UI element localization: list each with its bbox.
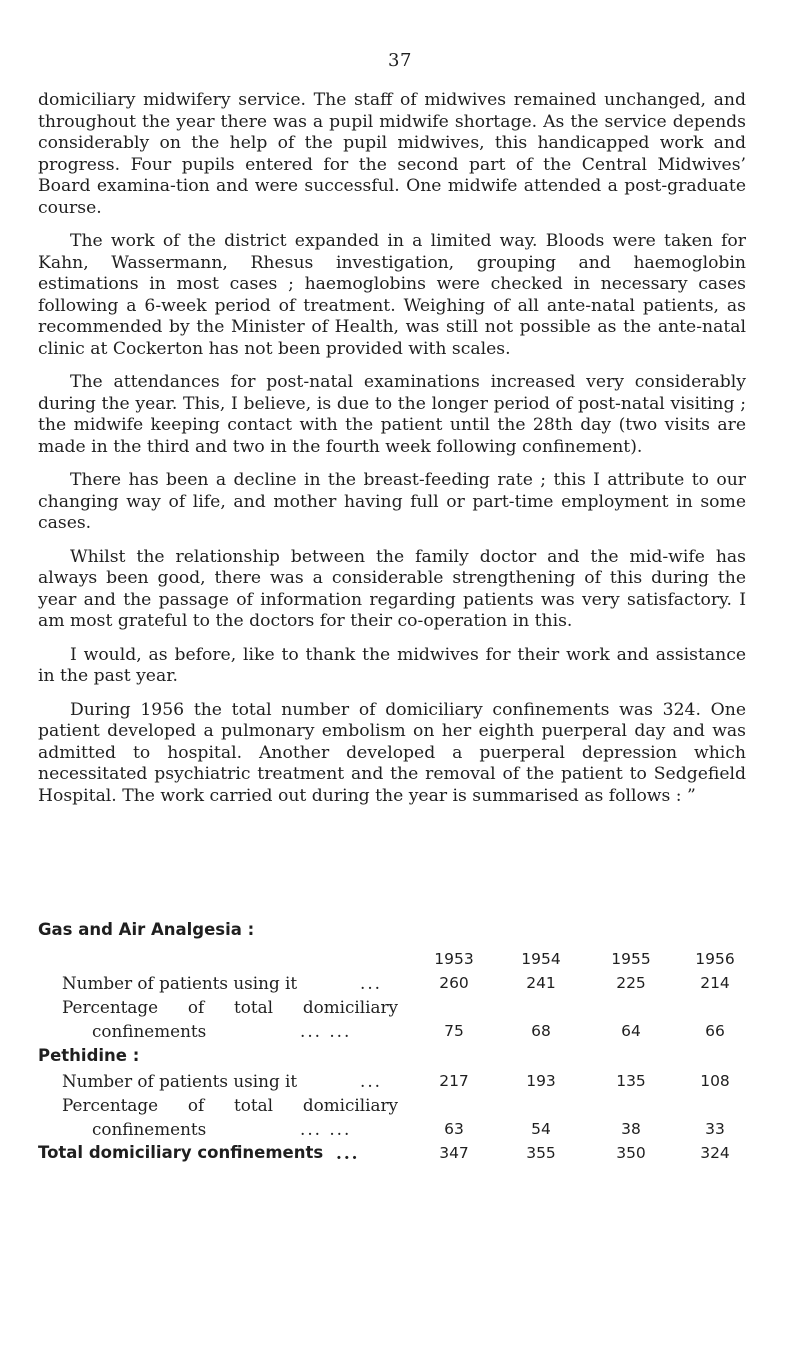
- table-cell: 214: [700, 974, 730, 992]
- leader-dots: ... ...: [300, 1119, 352, 1139]
- gas-pct-label-line2: confinements: [92, 1021, 207, 1041]
- paragraph-breast-feeding: There has been a decline in the breast-feeding rate ; this I attribute to our changing way of life, and mother having full or part-time employment in some cases.: [38, 470, 746, 533]
- pethidine-heading-row: [38, 1043, 746, 1069]
- table-cell: 355: [526, 1144, 556, 1162]
- page-number: 37: [388, 50, 412, 71]
- table-cell: 260: [439, 974, 469, 992]
- table-cell: 225: [616, 974, 646, 992]
- table-cell: 347: [439, 1144, 469, 1162]
- table-cell: 38: [621, 1120, 641, 1138]
- table-cell: 66: [705, 1022, 725, 1040]
- paragraph-district-work: The work of the district expanded in a limited way. Bloods were taken for Kahn, Wassermann, Rhesus investigation, grouping and haemoglobin estimations in most cases ; haemoglobins were checked in necessary cases following a 6-week period of treatment. Weighing of all ante-natal patients, as recommended by the Minister of Health, was still not possible as the ante-natal clinic at Cockerton has not been provided with scales.: [38, 231, 746, 359]
- table-cell: 54: [531, 1120, 551, 1138]
- label-word: of: [187, 997, 205, 1017]
- table-cell: 193: [526, 1072, 556, 1090]
- leader-dots: ...: [336, 1143, 360, 1163]
- leader-dots: ... ...: [300, 1021, 352, 1041]
- table-cell: 68: [531, 1022, 551, 1040]
- total-confinements-label: Total domiciliary confinements: [38, 1143, 324, 1162]
- paragraph-confinements-1956: During 1956 the total number of domiciliary confinements was 324. One patient developed a pulmonary embolism on her eighth puerperal day and was admitted to hospital. Another developed a puerperal depression which necessitated psychiatric treatment and the removal of the patient to Sedgefield Hospital. The work carried out during the year is summarised as follows : ”: [38, 699, 746, 806]
- pethidine-pct-label-row: [38, 1093, 746, 1117]
- table-cell: 108: [700, 1072, 730, 1090]
- table-cell: 64: [621, 1022, 641, 1040]
- year-header: 1953: [434, 950, 474, 968]
- paragraph-post-natal: The attendances for post-natal examinations increased very considerably during the year. This, I believe, is due to the longer period of post-natal visiting ; the midwife keeping contact with the patient until the 28th day (two visits are made in the third and two in the fourth week following confinement).: [38, 372, 746, 457]
- label-word: Percentage: [62, 997, 159, 1017]
- gas-patients-row: [38, 971, 746, 995]
- gas-pct-label-row: [38, 995, 746, 1019]
- gas-air-heading: Gas and Air Analgesia :: [38, 920, 255, 939]
- pethidine-pct-label-line1: [62, 1093, 398, 1117]
- label-word: total: [234, 1095, 274, 1115]
- pethidine-pct-row: [38, 1117, 746, 1141]
- paragraph-thanks: I would, as before, like to thank the midwives for their work and assistance in the past year.: [38, 644, 746, 686]
- year-header-row: [38, 947, 746, 971]
- gas-pct-row: [38, 1019, 746, 1043]
- pethidine-patients-row: [38, 1069, 746, 1093]
- year-header: 1954: [521, 950, 561, 968]
- paragraph-family-doctor: Whilst the relationship between the family doctor and the mid-wife has always been good, there was a considerable strengthening of this during the year and the passage of information regarding patients was very satisfactory. I am most grateful to the doctors for their co-operation in this.: [38, 546, 746, 631]
- label-word: Percentage: [62, 1095, 159, 1115]
- table-cell: 75: [444, 1022, 464, 1040]
- pethidine-heading: Pethidine :: [38, 1046, 140, 1065]
- table-cell: 33: [705, 1120, 725, 1138]
- table-cell: 241: [526, 974, 556, 992]
- year-header: 1955: [611, 950, 651, 968]
- label-word: domiciliary: [302, 1095, 398, 1115]
- pethidine-patients-label: Number of patients using it: [62, 1071, 298, 1091]
- year-header: 1956: [695, 950, 735, 968]
- table-cell: 217: [439, 1072, 469, 1090]
- gas-pct-label-line1: [62, 995, 398, 1019]
- table-cell: 324: [700, 1144, 730, 1162]
- body-text: [38, 90, 746, 819]
- total-confinements-row: [38, 1141, 746, 1165]
- label-word: domiciliary: [302, 997, 398, 1017]
- table-cell: 350: [616, 1144, 646, 1162]
- gas-patients-label: Number of patients using it: [62, 973, 298, 993]
- leader-dots: ...: [360, 1071, 383, 1091]
- table-cell: 135: [616, 1072, 646, 1090]
- label-word: total: [234, 997, 274, 1017]
- statistics-table: [38, 920, 746, 1165]
- pethidine-pct-label-line2: confinements: [92, 1119, 207, 1139]
- leader-dots: ...: [360, 973, 383, 993]
- paragraph-midwifery-service: domiciliary midwifery service. The staff of midwives remained unchanged, and throughout the year there was a pupil midwife shortage. As the service depends considerably on the help of the pupil midwives, this handicapped work and progress. Four pupils entered for the second part of the Central Midwives’ Board examina-tion and were successful. One midwife attended a post-graduate course.: [38, 90, 746, 218]
- table-cell: 63: [444, 1120, 464, 1138]
- label-word: of: [187, 1095, 205, 1115]
